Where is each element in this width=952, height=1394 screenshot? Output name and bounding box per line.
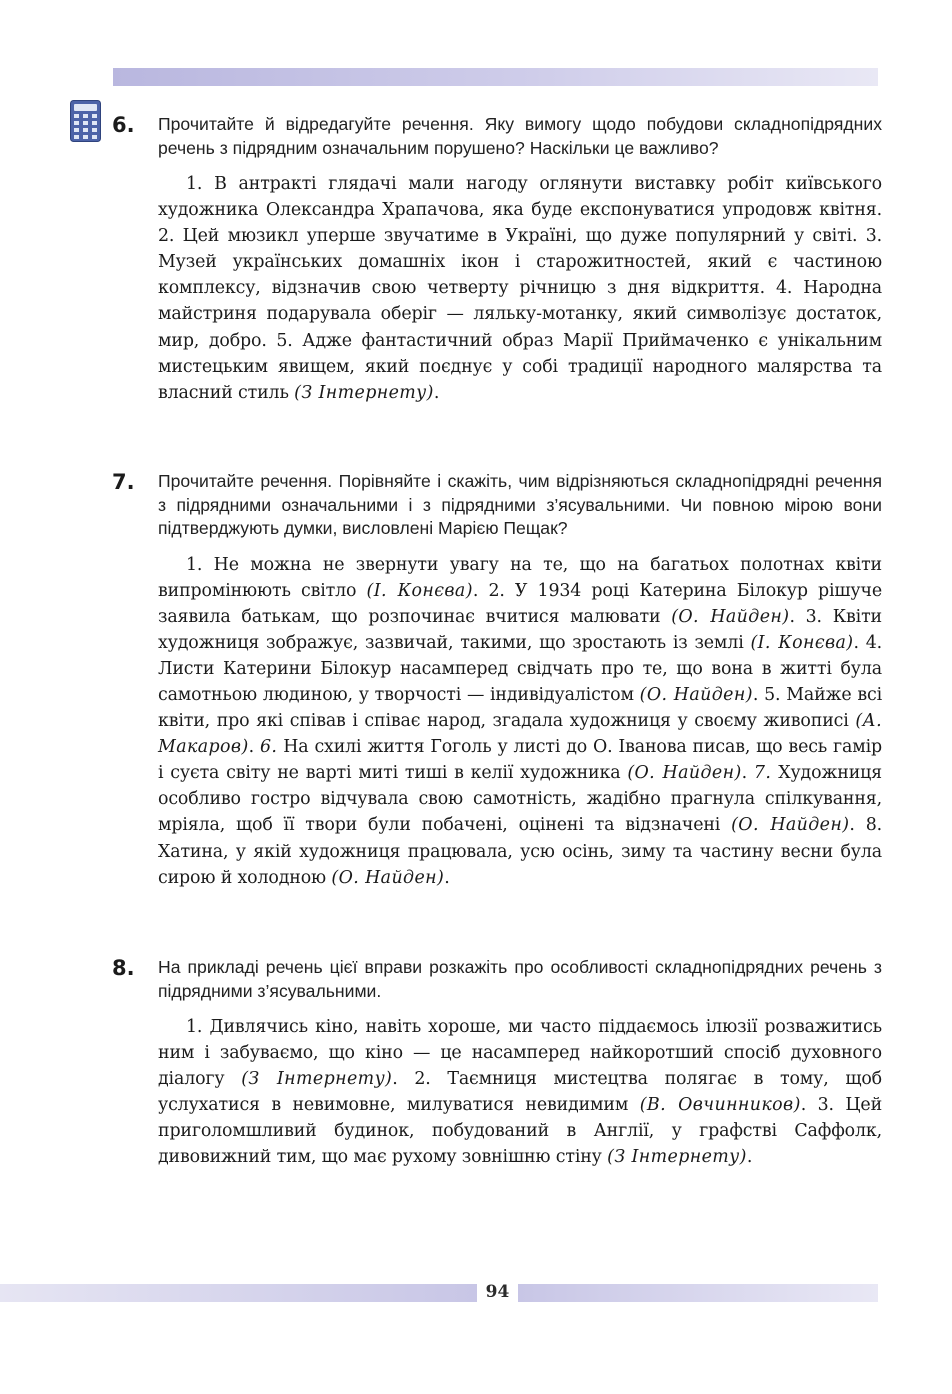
sentence-text: . 4. Листи Катерини Білокур насамперед свідчать про те, що вона в житті була самотньою людиною, у творчості — індивідуалістом — [158, 632, 882, 705]
sentence-text: . 2. У 1934 році Катерина Білокур рішуче заявила батькам, що розпочинає вчитися малювати — [158, 580, 882, 627]
source-citation: (О. Найден) — [639, 684, 753, 705]
source-citation: (І. Конєва) — [750, 632, 854, 653]
calculator-icon — [70, 100, 101, 142]
task-7 — [112, 470, 882, 891]
sentence-text: . — [746, 1147, 753, 1168]
task-prompt: На прикладі речень цієї вправи розкажіть про особливості складнопідрядних речень з підрядними з’ясувальними. — [158, 957, 882, 1001]
source-citation: (О. Найден) — [331, 867, 445, 888]
source-citation: 7. — [753, 763, 772, 784]
sentence-text: . 2. Таємниця мистецтва полягає в тому, щоб услухатися в невимовне, милуватися невидимим — [158, 1069, 882, 1116]
footer-band-right — [518, 1284, 878, 1302]
footer-band-left — [0, 1284, 477, 1302]
sentence-text: . — [741, 763, 754, 784]
header-band — [113, 68, 878, 86]
source-citation: (О. Найден) — [731, 815, 850, 836]
sentence-text: 1. Не можна не звернути увагу на те, що на багатьох полотнах квіти випромінюють світло — [158, 554, 882, 601]
source-citation: (В. Овчинников) — [639, 1095, 801, 1116]
task-prompt: Прочитайте речення. Порівняйте і скажіть, чим відрізняються складнопідрядні речення з підрядними означальними і з підрядними з’ясувальними. Чи повною мірою вони підтверджують думки, висловлені Марією Пещак? — [158, 471, 882, 538]
sentence-text: На схилі життя Гоголь у листі до О. Іванова писав, що весь гамір і суєта світу не варті миті тиші в келії художника — [158, 737, 882, 784]
sentence-text: . — [444, 867, 450, 888]
sentence-text: . 8. Хатина, у якій художниця працювала, усю осінь, зиму та частину весни була сирою й холодною — [158, 815, 882, 888]
source-citation: (І. Конєва) — [366, 580, 473, 601]
sentence-text: . — [248, 737, 260, 758]
task-number: 8. — [112, 956, 135, 980]
source-citation: (А. Макаров) — [158, 711, 882, 758]
sentence-text: Художниця особливо гостро відчувала свою самотність, жадібно прагнула спілкування, мріяла, щоб її твори були побачені, оцінені та відзначені — [158, 763, 882, 836]
task-sentences — [158, 552, 882, 891]
page-number: 94 — [485, 1282, 510, 1302]
task-6 — [112, 113, 882, 406]
source-citation: (З Інтернету) — [241, 1069, 393, 1090]
source-citation: (З Інтернету) — [294, 382, 434, 403]
sentence-text: . 3. Квіти художниця зображує, зазвичай, такими, що зростають із землі — [158, 606, 882, 653]
task-sentences — [158, 171, 882, 406]
sentence-text: 1. Дивлячись кіно, навіть хороше, ми часто піддаємось ілюзії розважитись ним і забуваємо, що кіно — це насамперед найкоротший спосіб духовного діалогу — [158, 1017, 882, 1090]
source-citation: (О. Найден) — [627, 763, 742, 784]
sentence-text: . 5. Майже всі квіти, про які співав і співає народ, згадала художниця у своєму живописі — [158, 684, 882, 732]
task-number: 6. — [112, 113, 135, 137]
task-prompt: Прочитайте й відредагуйте речення. Яку вимогу щодо побудови складнопідрядних речень з підрядним означальним порушено? Наскільки це важливо? — [158, 114, 882, 158]
task-8 — [112, 956, 882, 1171]
task-number: 7. — [112, 470, 135, 494]
source-citation: (З Інтернету) — [607, 1147, 747, 1168]
source-citation: (О. Найден) — [671, 606, 790, 627]
sentence-text: . — [433, 382, 440, 403]
task-sentences — [158, 1014, 882, 1171]
source-citation: 6. — [259, 737, 278, 758]
sentence-text: . 3. Цей приголомшливий будинок, побудований в Англії, у графстві Саффолк, дивовижний тим, що має рухому зовнішню стіну — [158, 1095, 883, 1168]
sentence-text: 1. В антракті глядачі мали нагоду оглянути виставку робіт київського художника Олександра Храпачова, яка буде експонуватися упродовж квітня. 2. Цей мюзикл уперше звучатиме в Україні, що дуже популярний у світі. 3. Музей українських домашніх ікон і старожитностей, який є частиною комплексу, відзначив свою четверту річницю з дня відкриття. 4. Народна майстриня подарувала оберіг — ляльку-мотанку, який символізує достаток, мир, добро. 5. Адже фантастичний образ Марії Приймаченко є унікальним мистецьким явищем, який поєднує у собі традиції народного малярства та власний стиль — [158, 174, 882, 403]
